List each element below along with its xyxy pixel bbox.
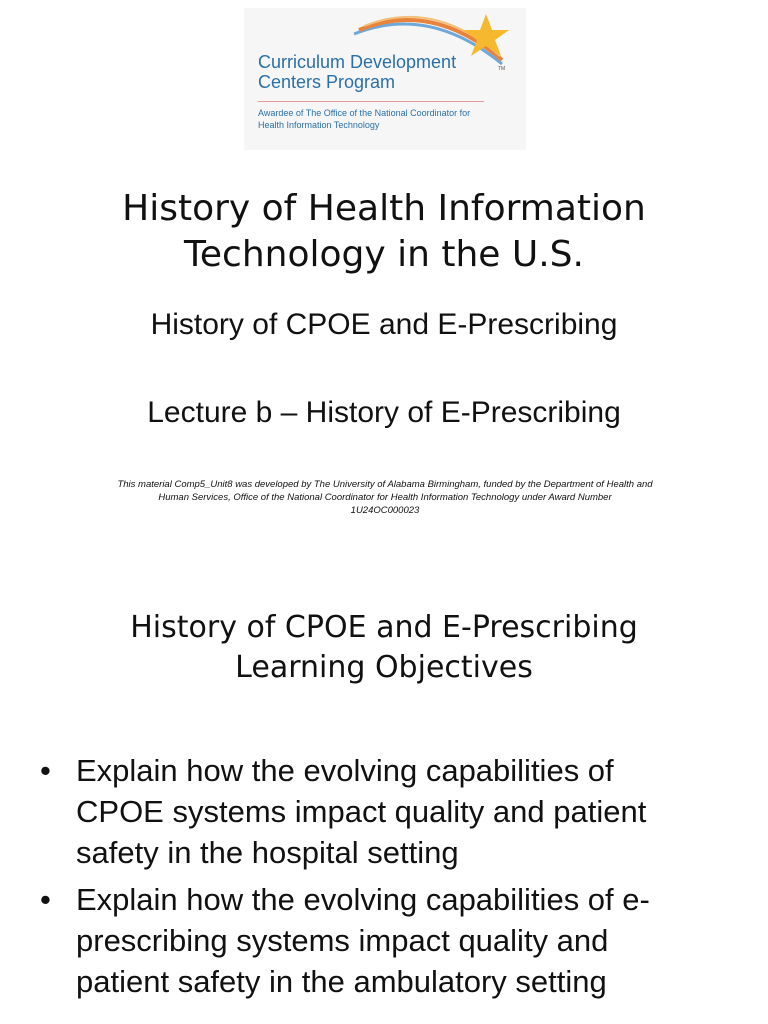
credit-line2: Human Services, Office of the National Coordinator for Health Information Technology under Award Number (158, 492, 612, 503)
objectives-title-line2: Learning Objectives (235, 650, 533, 685)
objectives-title-line1: History of CPOE and E-Prescribing (130, 610, 638, 645)
credit-line3: 1U24OC000023 (350, 505, 420, 516)
logo-title-line1: Curriculum Development (258, 52, 457, 72)
logo-divider (258, 101, 484, 102)
logo-subline2: Health Information Technology (258, 120, 380, 130)
funding-credit (80, 478, 690, 517)
slide-subtitle: History of CPOE and E-Prescribing (150, 308, 618, 341)
objective-line: CPOE systems impact quality and patient (76, 794, 647, 829)
objective-line: safety in the hospital setting (76, 835, 459, 870)
objectives-list (40, 750, 740, 1008)
logo-trademark: TM (498, 66, 506, 72)
cdcp-logo (244, 8, 526, 150)
objectives-title (0, 608, 768, 688)
slide-title (0, 186, 768, 278)
logo-subline1: Awardee of The Office of the National Coordinator for (258, 108, 471, 118)
logo-title-line2: Centers Program (258, 72, 396, 92)
objective-line: prescribing systems impact quality and (76, 923, 609, 958)
objective-line: patient safety in the ambulatory setting (76, 964, 607, 999)
objective-line: Explain how the evolving capabilities of (76, 753, 614, 788)
list-item (40, 750, 740, 873)
list-item (40, 879, 740, 1002)
slide-title-line1: History of Health Information (122, 188, 646, 229)
lecture-title: Lecture b – History of E-Prescribing (147, 396, 621, 429)
bullet-icon: • (40, 753, 51, 788)
objective-line: Explain how the evolving capabilities of e- (76, 882, 650, 917)
credit-line1: This material Comp5_Unit8 was developed by The University of Alabama Birmingham, funded by the Department of Health and (117, 479, 653, 490)
slide-title-line2: Technology in the U.S. (184, 234, 584, 275)
bullet-icon: • (40, 882, 51, 917)
